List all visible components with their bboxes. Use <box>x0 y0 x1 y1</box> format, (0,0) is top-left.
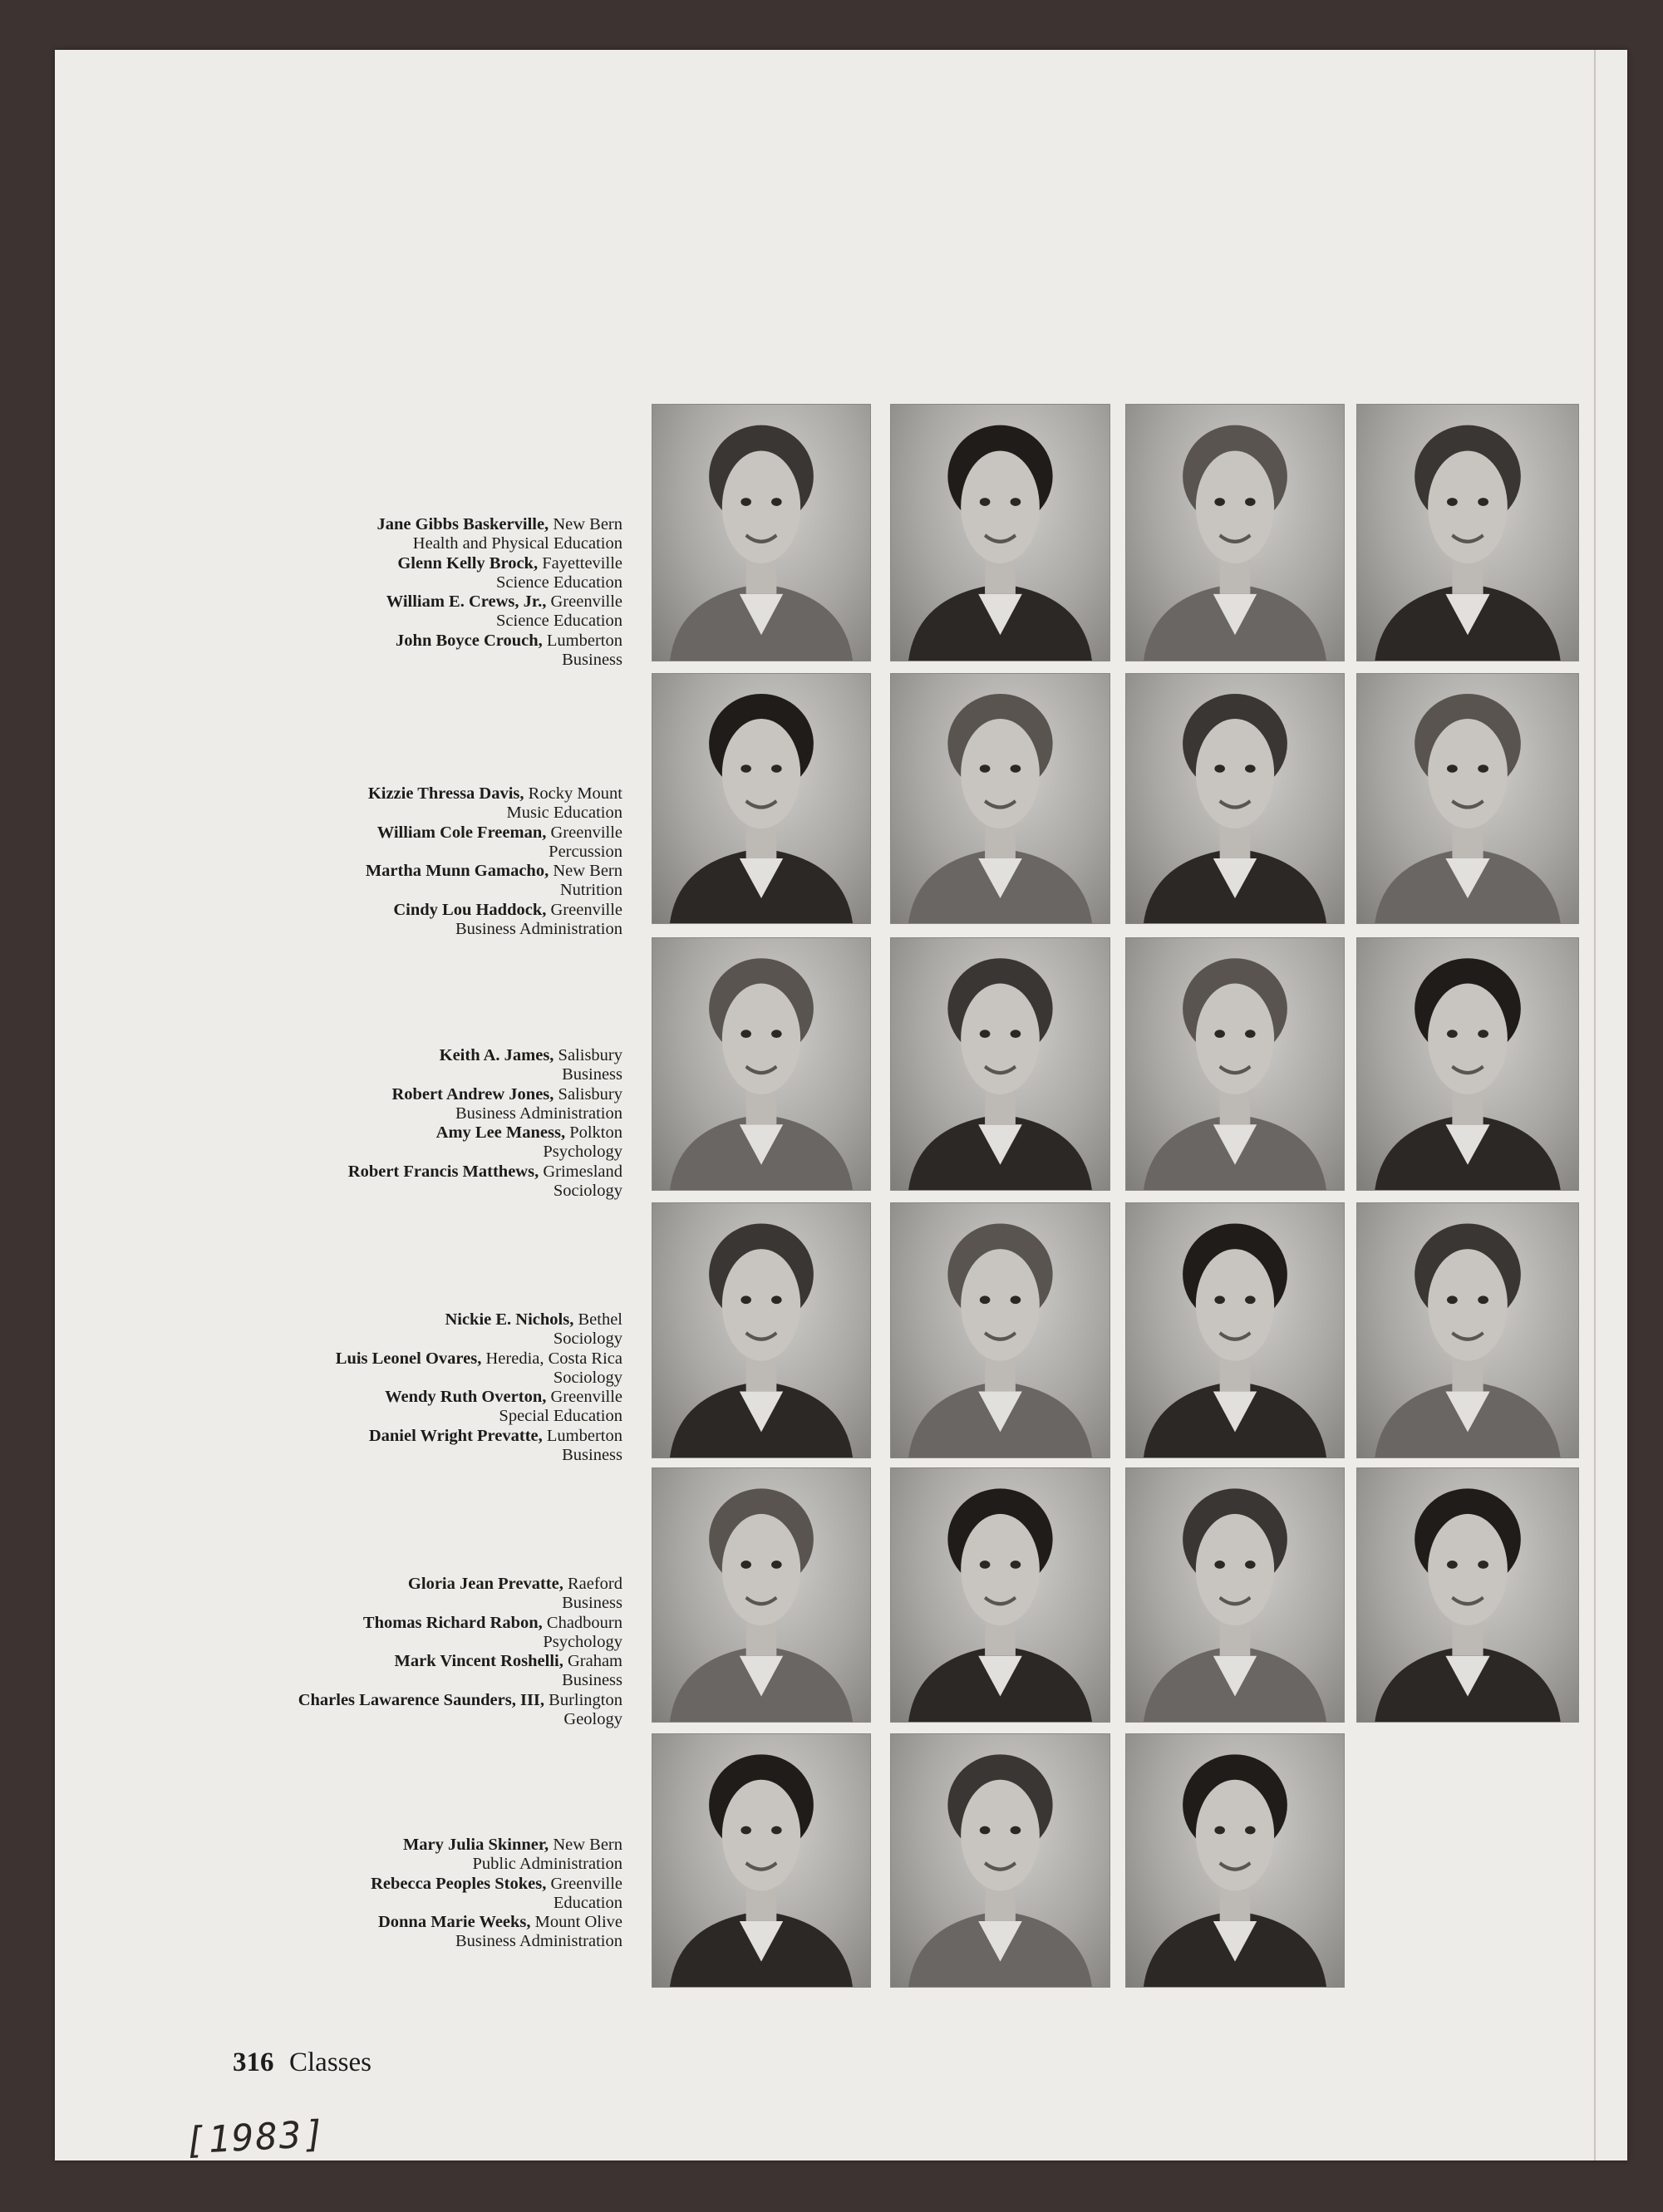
major: Business <box>562 1446 622 1465</box>
face <box>961 1514 1040 1625</box>
left-eye <box>980 1826 991 1835</box>
hometown: Greenville <box>550 1874 622 1893</box>
left-eye <box>980 1030 991 1038</box>
caption-name-line <box>366 901 622 920</box>
caption-name-line <box>336 1388 622 1407</box>
left-eye <box>740 764 751 773</box>
left-eye <box>740 498 751 506</box>
left-eye <box>1447 1295 1458 1304</box>
hometown: Salisbury <box>558 1046 622 1064</box>
caption-name-line <box>348 1123 622 1143</box>
caption-name-line <box>366 862 622 881</box>
portrait-photo <box>1356 937 1579 1191</box>
right-eye <box>1245 1561 1256 1569</box>
caption-name-line <box>376 592 622 612</box>
student-name: Amy Lee Maness, <box>435 1123 566 1143</box>
hometown: New Bern <box>553 862 622 881</box>
caption-column <box>55 50 622 2160</box>
hometown: Lumberton <box>546 1426 622 1445</box>
caption-name-line <box>348 1163 622 1182</box>
major: Business <box>562 1065 622 1084</box>
portrait-photo <box>1356 1202 1579 1458</box>
left-eye <box>1447 1030 1458 1038</box>
hometown: Chadbourn <box>546 1613 622 1632</box>
portrait-photo <box>652 1202 871 1458</box>
student-name: Mark Vincent Roshelli, <box>394 1652 563 1671</box>
right-eye <box>771 1030 782 1038</box>
hometown: Burlington <box>549 1690 622 1709</box>
student-name: John Boyce Crouch, <box>396 631 543 650</box>
hometown: Salisbury <box>558 1084 622 1104</box>
section-title: Classes <box>289 2047 371 2077</box>
face <box>1428 1249 1508 1361</box>
portrait-photo <box>890 404 1110 661</box>
major: Psychology <box>543 1632 622 1651</box>
face <box>1196 984 1274 1094</box>
right-eye <box>1245 1030 1256 1038</box>
major: Psychology <box>543 1143 622 1162</box>
caption-name-line <box>376 515 622 534</box>
hometown: Fayetteville <box>542 553 622 573</box>
caption-name-line <box>298 1691 622 1710</box>
caption-group <box>298 1575 622 1729</box>
student-name: Kizzie Thressa Davis, <box>367 784 524 803</box>
portrait-photo <box>1125 937 1345 1191</box>
major: Music Education <box>506 804 622 823</box>
face <box>1196 1514 1274 1625</box>
hometown: Greenville <box>550 900 622 919</box>
hometown: Rocky Mount <box>528 784 622 803</box>
student-name: Mary Julia Skinner, <box>402 1836 549 1854</box>
major: Science Education <box>496 573 622 592</box>
right-eye <box>1478 1030 1488 1038</box>
face <box>722 1780 800 1891</box>
face <box>1196 1249 1274 1361</box>
right-eye <box>771 1561 782 1569</box>
portrait-photo <box>890 1733 1110 1988</box>
hometown: Greenville <box>550 1388 622 1407</box>
portrait-photo <box>652 673 871 924</box>
handwritten-year-note: [1983] <box>183 2112 328 2163</box>
face <box>722 450 800 563</box>
student-name: Luis Leonel Ovares, <box>335 1349 482 1368</box>
major: Sociology <box>553 1330 622 1349</box>
portrait-photo <box>890 673 1110 924</box>
right-eye <box>1245 1826 1256 1835</box>
yearbook-page <box>55 50 1627 2163</box>
hometown: Lumberton <box>546 631 622 650</box>
left-eye <box>980 764 991 773</box>
page-edge-line <box>1594 50 1596 2160</box>
student-name: William Cole Freeman, <box>376 823 547 842</box>
caption-name-line <box>336 1349 622 1369</box>
major: Business <box>562 651 622 670</box>
major: Sociology <box>553 1182 622 1201</box>
major: Special Education <box>499 1407 622 1426</box>
portrait-photo <box>652 1733 871 1988</box>
portrait-photo <box>1356 1467 1579 1723</box>
right-eye <box>1245 1295 1256 1304</box>
face <box>961 1249 1040 1361</box>
student-name: Charles Lawarence Saunders, III, <box>298 1690 545 1709</box>
right-eye <box>771 1295 782 1304</box>
right-eye <box>1011 1030 1021 1038</box>
caption-name-line <box>336 1310 622 1330</box>
face <box>1196 450 1274 563</box>
left-eye <box>1214 498 1225 506</box>
caption-name-line <box>376 632 622 651</box>
student-name: Robert Francis Matthews, <box>347 1162 539 1181</box>
left-eye <box>1214 1826 1225 1835</box>
left-eye <box>740 1826 751 1835</box>
right-eye <box>1245 498 1256 506</box>
caption-name-line <box>298 1575 622 1594</box>
caption-name-line <box>371 1913 622 1932</box>
caption-name-line <box>371 1875 622 1894</box>
face <box>1428 450 1508 563</box>
student-name: Donna Marie Weeks, <box>377 1913 531 1932</box>
major: Business <box>562 1594 622 1613</box>
face <box>961 1780 1040 1891</box>
hometown: Mount Olive <box>534 1913 622 1932</box>
left-eye <box>980 498 991 506</box>
face <box>722 719 800 828</box>
left-eye <box>980 1295 991 1304</box>
student-name: Gloria Jean Prevatte, <box>407 1575 563 1593</box>
left-eye <box>740 1295 751 1304</box>
major: Business Administration <box>455 1104 622 1123</box>
face <box>722 1514 800 1625</box>
student-name: Glenn Kelly Brock, <box>397 553 539 573</box>
major: Public Administration <box>472 1855 622 1874</box>
student-name: Cindy Lou Haddock, <box>393 900 547 919</box>
face <box>1196 719 1274 828</box>
major: Business <box>562 1671 622 1690</box>
right-eye <box>771 1826 782 1835</box>
portrait-photo <box>652 937 871 1191</box>
hometown: Polkton <box>569 1123 622 1143</box>
right-eye <box>1478 498 1488 506</box>
left-eye <box>1214 1561 1225 1569</box>
caption-name-line <box>348 1085 622 1104</box>
right-eye <box>771 764 782 773</box>
student-name: Martha Munn Gamacho, <box>365 862 549 881</box>
left-eye <box>740 1561 751 1569</box>
student-name: Daniel Wright Prevatte, <box>368 1426 543 1445</box>
hometown: Grimesland <box>543 1162 622 1181</box>
right-eye <box>1011 1826 1021 1835</box>
left-eye <box>1447 764 1458 773</box>
student-name: Nickie E. Nichols, <box>445 1310 574 1329</box>
hometown: Bethel <box>578 1310 622 1329</box>
portrait-photo <box>1125 404 1345 661</box>
major: Geology <box>563 1710 622 1729</box>
major: Sociology <box>553 1368 622 1387</box>
portrait-photo <box>1356 673 1579 924</box>
face <box>1428 984 1508 1094</box>
caption-name-line <box>371 1836 622 1855</box>
right-eye <box>1478 764 1488 773</box>
hometown: Greenville <box>550 592 622 612</box>
hometown: Graham <box>567 1652 622 1671</box>
hometown: Heredia, Costa Rica <box>485 1349 622 1368</box>
face <box>961 719 1040 828</box>
caption-name-line <box>366 784 622 804</box>
portrait-photo <box>1125 1733 1345 1988</box>
portrait-photo <box>1125 1467 1345 1723</box>
right-eye <box>771 498 782 506</box>
portrait-photo <box>652 1467 871 1723</box>
hometown: New Bern <box>553 1836 622 1854</box>
left-eye <box>1214 1030 1225 1038</box>
left-eye <box>740 1030 751 1038</box>
major: Education <box>553 1893 622 1912</box>
student-name: Jane Gibbs Baskerville, <box>376 515 549 533</box>
portrait-photo <box>652 404 871 661</box>
student-name: William E. Crews, Jr., <box>386 592 547 612</box>
caption-name-line <box>366 823 622 843</box>
caption-name-line <box>348 1046 622 1065</box>
left-eye <box>1447 498 1458 506</box>
right-eye <box>1011 1561 1021 1569</box>
right-eye <box>1011 1295 1021 1304</box>
caption-group <box>366 784 622 939</box>
portrait-photo <box>1125 673 1345 924</box>
major: Business Administration <box>455 1932 622 1951</box>
face <box>1428 719 1508 828</box>
left-eye <box>1214 1295 1225 1304</box>
student-name: Robert Andrew Jones, <box>391 1084 554 1104</box>
page-number: 316 <box>233 2047 274 2077</box>
portrait-photo <box>890 1202 1110 1458</box>
caption-group <box>371 1836 622 1952</box>
face <box>722 1249 800 1361</box>
face <box>1428 1514 1508 1625</box>
student-name: Wendy Ruth Overton, <box>385 1388 547 1407</box>
portrait-photo <box>1356 404 1579 661</box>
portrait-photo <box>890 937 1110 1191</box>
hometown: New Bern <box>553 515 622 533</box>
major: Health and Physical Education <box>412 534 622 553</box>
left-eye <box>1447 1561 1458 1569</box>
caption-name-line <box>336 1427 622 1446</box>
face <box>1196 1780 1274 1891</box>
left-eye <box>980 1561 991 1569</box>
face <box>961 450 1040 563</box>
caption-name-line <box>298 1614 622 1633</box>
caption-group <box>348 1046 622 1201</box>
left-eye <box>1214 764 1225 773</box>
caption-group <box>336 1310 622 1465</box>
student-name: Keith A. James, <box>439 1046 554 1064</box>
major: Percussion <box>549 842 622 861</box>
major: Business Administration <box>455 920 622 939</box>
right-eye <box>1011 764 1021 773</box>
right-eye <box>1245 764 1256 773</box>
major: Science Education <box>496 612 622 631</box>
face <box>961 984 1040 1094</box>
caption-name-line <box>298 1652 622 1671</box>
caption-name-line <box>376 554 622 573</box>
caption-group <box>376 515 622 670</box>
face <box>722 984 800 1094</box>
hometown: Greenville <box>550 823 622 842</box>
major: Nutrition <box>559 881 622 900</box>
right-eye <box>1478 1295 1488 1304</box>
right-eye <box>1011 498 1021 506</box>
portrait-photo <box>1125 1202 1345 1458</box>
right-eye <box>1478 1561 1488 1569</box>
portrait-photo <box>890 1467 1110 1723</box>
student-name: Thomas Richard Rabon, <box>362 1613 543 1632</box>
student-name: Rebecca Peoples Stokes, <box>371 1874 547 1893</box>
hometown: Raeford <box>567 1575 622 1593</box>
